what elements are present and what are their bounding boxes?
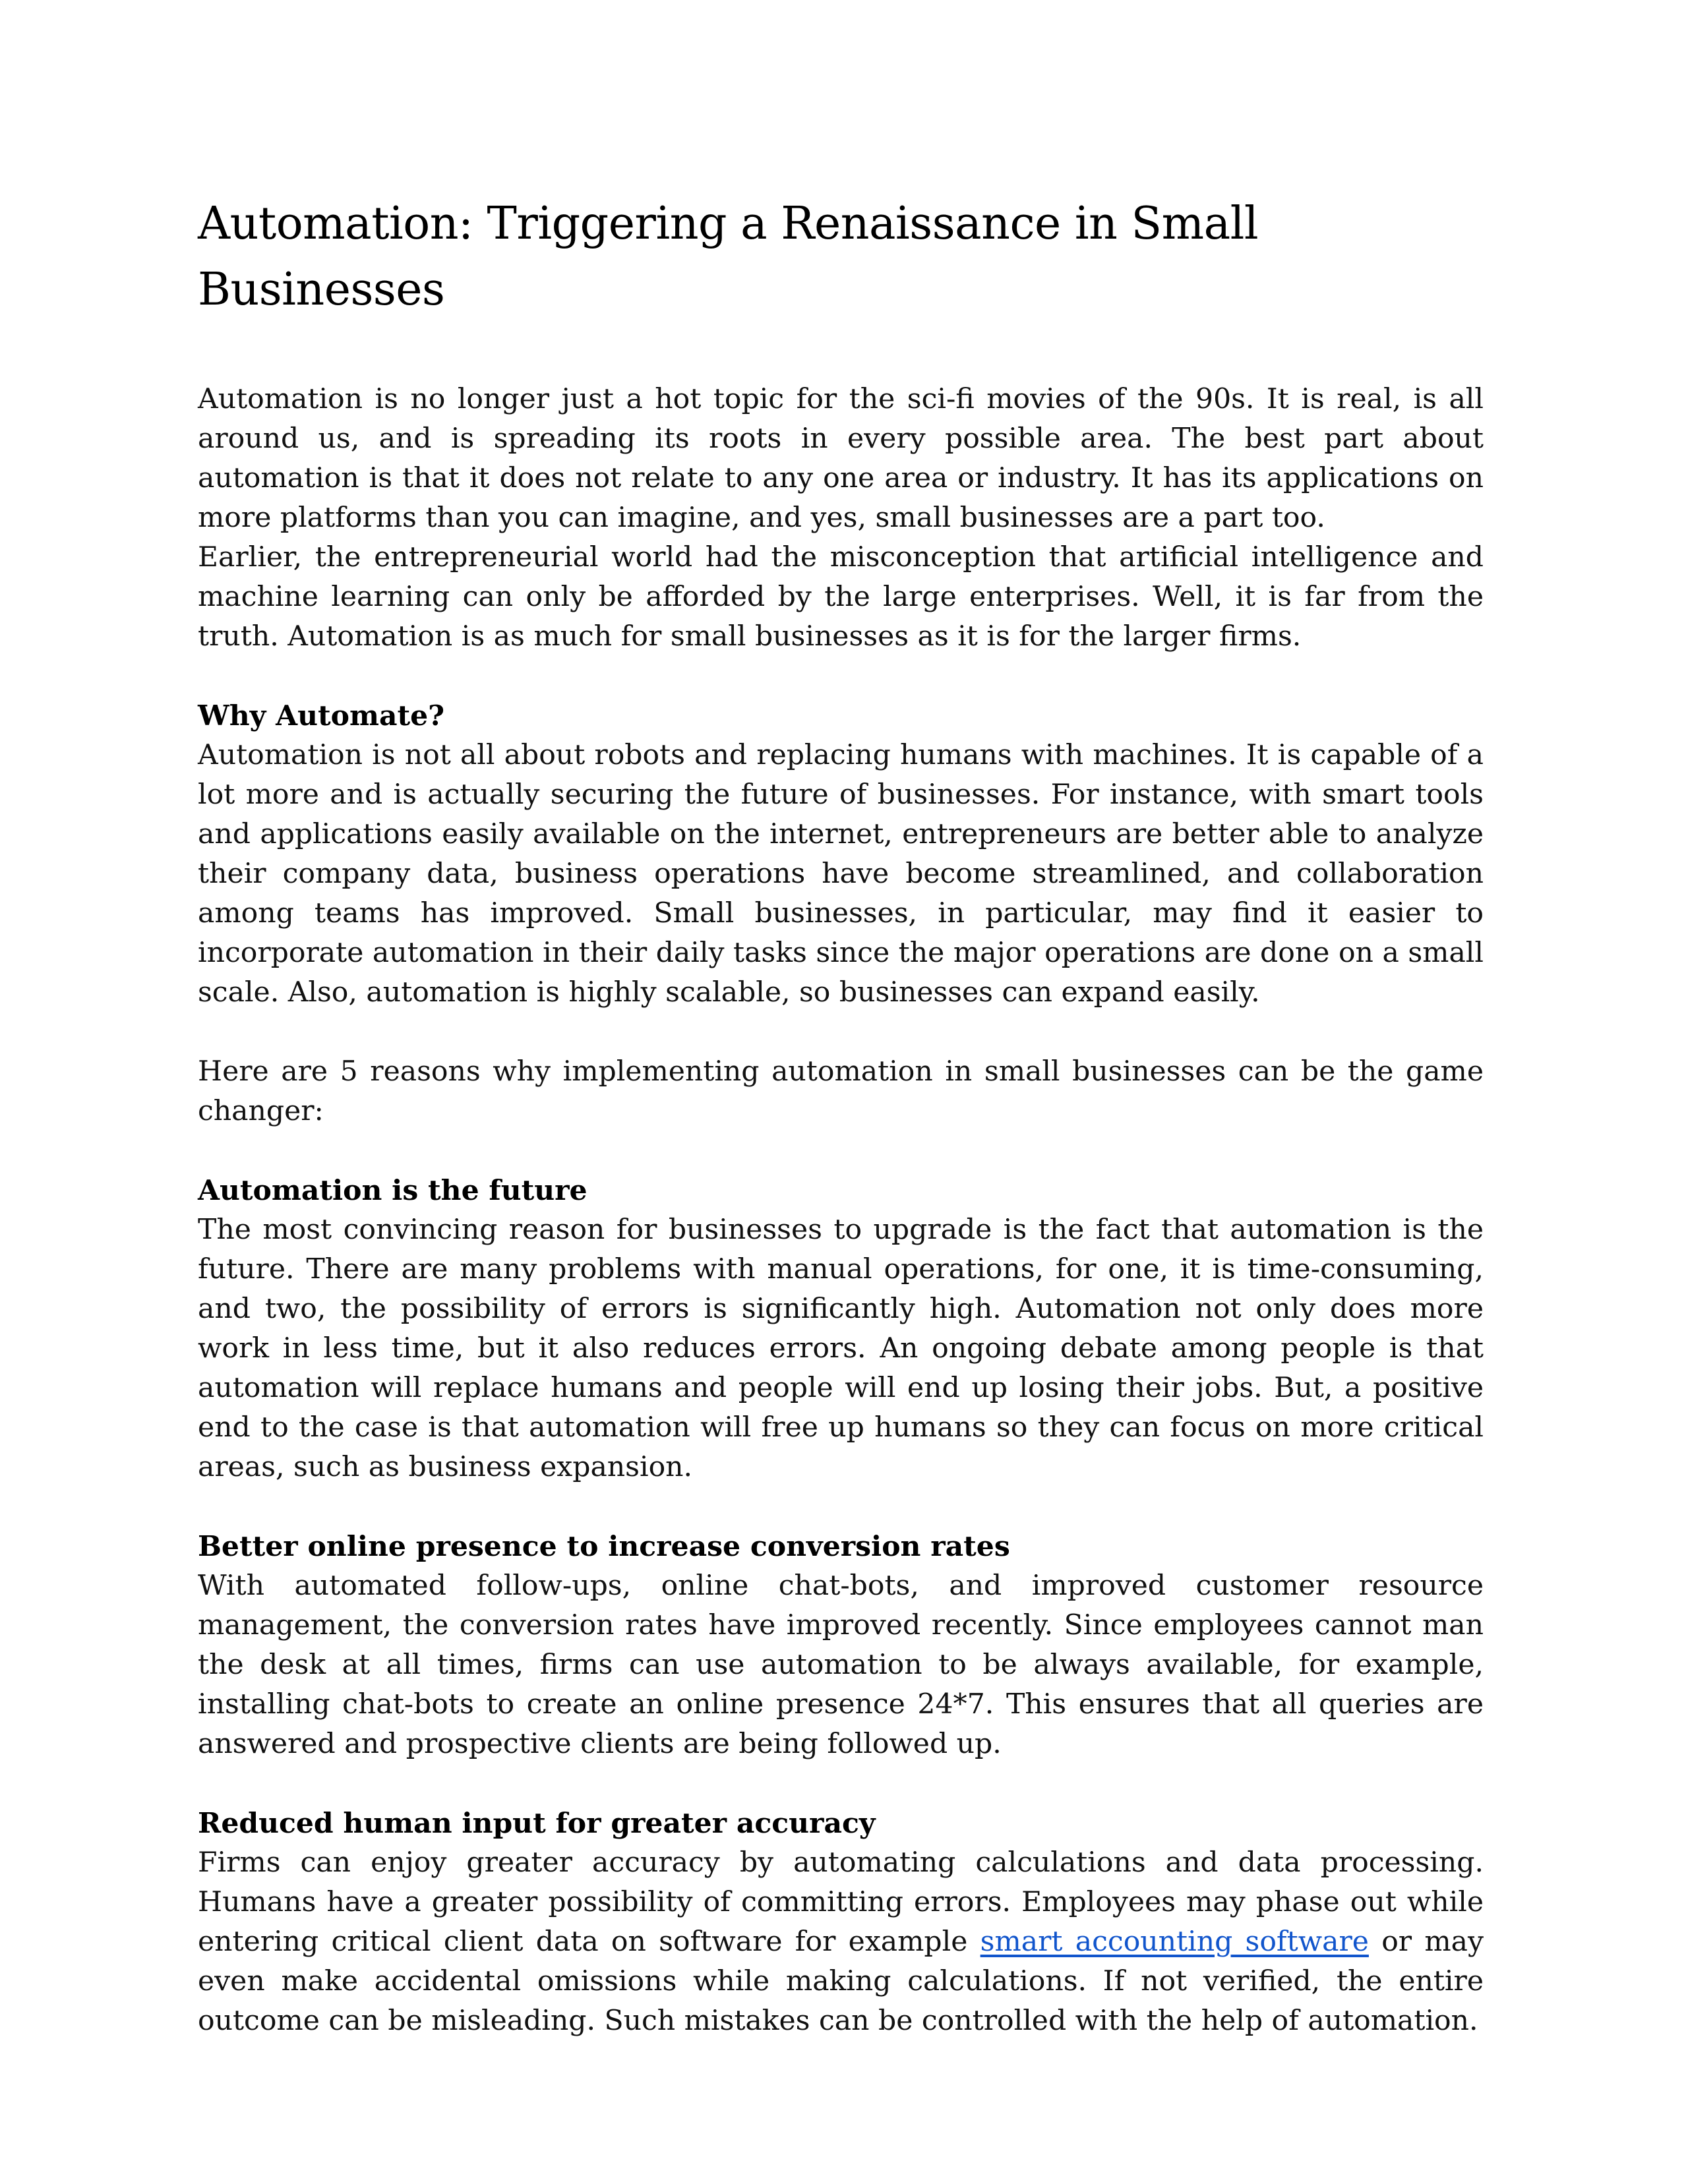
section-body-why-automate: Automation is not all about robots and replacing humans with machines. It is capable of a lot more and is actually securing the future of businesses. For instance, with smart tools and applications easily available on the internet, entrepreneurs are better able to analyze their company data, business operations have become streamlined, and collaboration among teams has improved. Small businesses, in particular, may find it easier to incorporate automation in their daily tasks since the major operations are done on a small scale. Also, automation is highly scalable, so businesses can expand easily. bbox=[198, 739, 1484, 1009]
section-body-future: The most convincing reason for businesses to upgrade is the fact that automation is the future. There are many problems with manual operations, for one, it is time-consuming, and two, the possibility of errors is significantly high. Automation not only does more work in less time, but it also reduces errors. An ongoing debate among people is that automation will replace humans and people will end up losing their jobs. But, a positive end to the case is that automation will free up humans so they can focus on more critical areas, such as business expansion. bbox=[198, 1214, 1484, 1483]
section-heading-online-presence: Better online presence to increase conversion rates bbox=[198, 1530, 1010, 1563]
spacer bbox=[198, 657, 1484, 696]
spacer bbox=[198, 1487, 1484, 1527]
intro-paragraph-1: Automation is no longer just a hot topic for the sci-fi movies of the 90s. It is real, is all around us, and is spreading its roots in every possible area. The best part about automation is that it does not relate to any one area or industry. It has its applications on more platforms than you can imagine, and yes, small businesses are a part too. bbox=[198, 383, 1484, 534]
section-heading-why-automate: Why Automate? bbox=[198, 699, 445, 732]
document-page bbox=[198, 191, 1484, 2041]
reasons-intro: Here are 5 reasons why implementing automation in small businesses can be the game changer: bbox=[198, 1055, 1484, 1127]
section-body-accuracy bbox=[198, 1843, 1484, 2041]
document-title: Automation: Triggering a Renaissance in Small Businesses bbox=[198, 198, 1259, 316]
section-heading-future: Automation is the future bbox=[198, 1174, 588, 1207]
smart-accounting-software-link[interactable]: smart accounting software bbox=[980, 1926, 1369, 1958]
section-body-online-presence: With automated follow-ups, online chat-bots, and improved customer resource management, the conversion rates have improved recently. Since employees cannot man the desk at all times, firms can use automation to be always available, for example, installing chat-bots to create an online presence 24*7. This ensures that all queries are answered and prospective clients are being followed up. bbox=[198, 1570, 1484, 1760]
spacer bbox=[198, 1013, 1484, 1052]
section-heading-accuracy: Reduced human input for greater accuracy bbox=[198, 1807, 876, 1840]
spacer bbox=[198, 1764, 1484, 1804]
intro-paragraph-2: Earlier, the entrepreneurial world had the misconception that artificial intelligence and machine learning can only be afforded by the large enterprises. Well, it is far from the truth. Automation is as much for small businesses as it is for the larger firms. bbox=[198, 541, 1484, 653]
spacer bbox=[198, 1131, 1484, 1171]
accuracy-text-before-link: Firms can enjoy greater accuracy by automating calculations and data processing. Humans have a greater possibility of committing errors. Employees may phase out while entering critical client data on software for example bbox=[198, 1846, 1484, 1958]
accuracy-text-after-link: or may even make accidental omissions while making calculations. If not verified, the entire outcome can be misleading. Such mistakes can be controlled with the help of automation. bbox=[198, 1926, 1484, 2037]
